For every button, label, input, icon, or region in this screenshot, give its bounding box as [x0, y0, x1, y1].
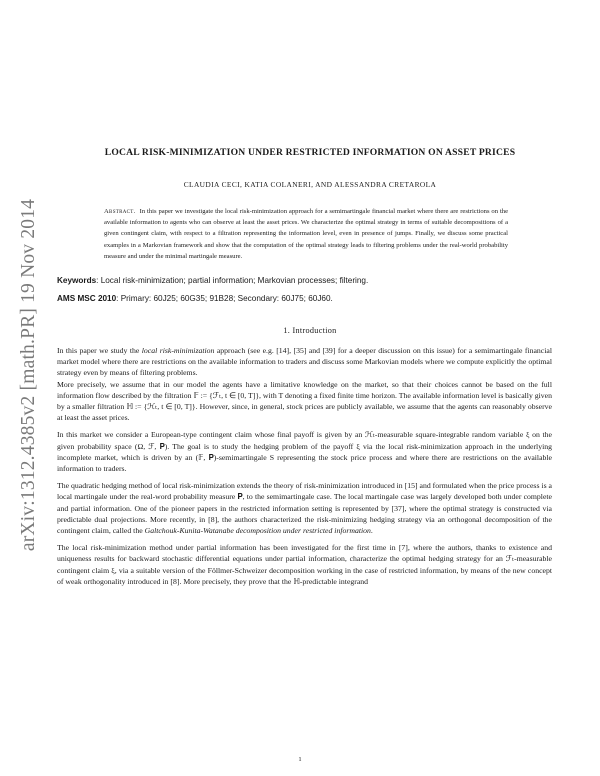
msc-classification — [57, 294, 557, 303]
page-number: 1 — [298, 756, 302, 763]
paragraph: The local risk-minimization method under partial information has been investigated for the first time in [7], where the authors, thanks to existence and uniqueness results for backward stochastic differential equations under partial information, characterize the optimal hedging strategy for an ℱₜ-measurable contingent claim ξ, via a suitable version of the Föllmer-Schweizer decomposition working in the case of restricted information, by means of the new concept of weak orthogonality introduced in [8]. More precisely, they prove that the ℍ-predictable integrand — [57, 543, 552, 586]
paper-authors: CLAUDIA CECI, KATIA COLANERI, AND ALESSANDRA CRETAROLA — [183, 180, 437, 189]
paragraph: In this paper we study the local risk-minimization approach (see e.g. [14], [35] and [39] for a deeper discussion on this issue) for a semimartingale financial market model where there are restrictions on the available information to traders and discuss some Markovian models where we compute explicitly the optimal strategy even by means of filtering problems. — [57, 346, 552, 378]
paper-title: LOCAL RISK-MINIMIZATION UNDER RESTRICTED INFORMATION ON ASSET PRICES — [104, 147, 516, 158]
paragraph: The quadratic hedging method of local risk-minimization extends the theory of risk-minimization introduced in [15] and formulated when the price process is a local martingale under the real-word probability measure 𝐏, to the semimartingale case. The local martingale case was largely developed both under complete and partial information. One of the pioneer papers in the restricted information setting is represented by [37], where the optimal strategy is constructed via predictable dual projections. More recently, in [8], the authors characterized the risk-minimizing hedging strategy via an orthogonal decomposition of the contingent claim, called the Galtchouk-Kunita-Watanabe decomposition under restricted information. — [57, 481, 552, 536]
msc-text: : Primary: 60J25; 60G35; 91B28; Secondary: 60J75; 60J60. — [116, 294, 333, 303]
keywords — [57, 276, 557, 285]
body-text — [57, 345, 552, 593]
abstract — [104, 206, 508, 262]
abstract-text: In this paper we investigate the local risk-minimization approach for a semimartingale financial market where there are restrictions on the available information to agents who can observe at least the asset prices. We characterize the optimal strategy in terms of suitable decompositions of a given contingent claim, with respect to a filtration representing the information level, even in presence of jumps. Finally, we discuss some practical examples in a Markovian framework and show that the computation of the optimal strategy leads to filtering problems under the real-world probability measure and under the minimal martingale measure. — [104, 208, 508, 260]
keywords-text: : Local risk-minimization; partial information; Markovian processes; filtering. — [96, 276, 369, 285]
paragraph: More precisely, we assume that in our model the agents have a limitative knowledge on the market, so that their choices cannot be based on the full information flow described by the filtration 𝔽 := {ℱₜ, t ∈ [0, T]}, with T denoting a fixed finite time horizon. The available information level is basically given by a smaller filtration ℍ := {ℋₜ, t ∈ [0, T]}. However, since, in general, stock prices are publicly available, we assume that the agents can reasonably observe at least the asset prices. — [57, 379, 552, 423]
abstract-label: Abstract. — [104, 208, 136, 215]
paragraph: In this market we consider a European-type contingent claim whose final payoff is given by an ℋₜ-measurable square-integrable random variable ξ on the given probability space (Ω, ℱ, 𝐏). The goal is to study the hedging problem of the payoff ξ via the local risk-minimization approach in the underlying incomplete market, which is driven by an (𝔽, 𝐏)-semimartingale S representing the stock price process and where there are restrictions on the available information to traders. — [57, 430, 552, 474]
arxiv-stamp — [14, 180, 44, 570]
arxiv-identifier: arXiv:1312.4385v2 [math.PR] 19 Nov 2014 — [18, 198, 39, 552]
msc-label: AMS MSC 2010 — [57, 294, 117, 303]
section-heading: 1. Introduction — [283, 326, 337, 335]
keywords-label: Keywords — [57, 276, 97, 285]
